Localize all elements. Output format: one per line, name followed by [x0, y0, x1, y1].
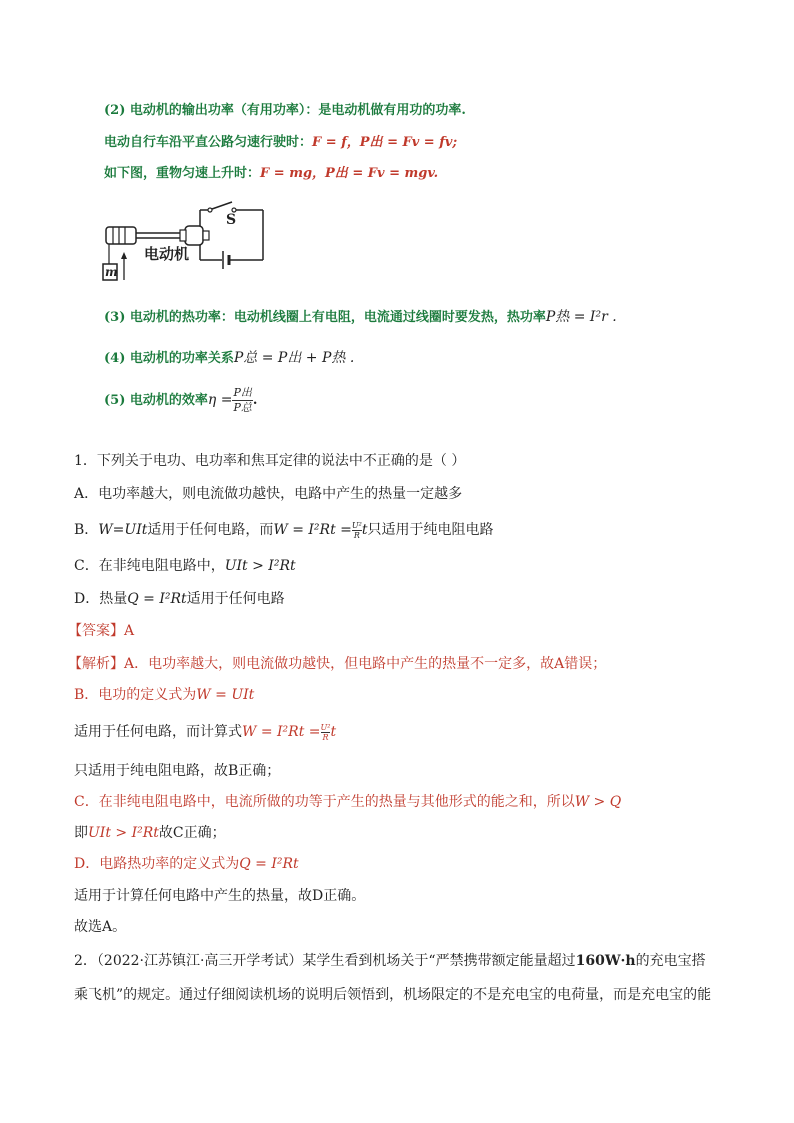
q1-an-c2-prefix: 即: [74, 825, 88, 841]
q1-an-b2-fraction: [321, 723, 331, 742]
q1-option-a: A．电功率越大，则电流做功越快，电路中产生的热量一定越多: [74, 486, 463, 502]
q1-d-prefix: D．热量: [74, 591, 128, 607]
bike-formula: F = f，P出 = Fv = fv;: [312, 135, 458, 150]
q1-analysis-b2: [74, 722, 336, 742]
q1-analysis-a-text: A．电功率越大，则电流做功越快，但电路中产生的热量不一定多，故A错误；: [124, 656, 607, 672]
q1-analysis-c2: [74, 823, 226, 843]
q1-c-prefix: C．在非纯电阻电路中，: [74, 558, 225, 574]
heat-power-formula: P热 = I²r .: [545, 309, 617, 325]
motor-circuit-diagram: [100, 194, 270, 286]
efficiency-numerator: P出: [233, 386, 252, 399]
q1-conclusion: 故选A。: [74, 919, 127, 935]
q1-analysis-b1: [74, 685, 254, 705]
q1-analysis-a: [68, 654, 606, 674]
q1-b-mid: 适用于任何电路，而: [147, 522, 274, 538]
q2-line-1: [74, 951, 706, 971]
q1-an-d1-prefix: D．电路热功率的定义式为: [74, 856, 240, 872]
q1-c-formula: UIt > I²Rt: [224, 558, 296, 574]
q1-b-fraction: [352, 521, 362, 540]
q1-an-b2-den: R: [322, 732, 329, 742]
q1-b-frac-den: R: [353, 530, 360, 540]
q1-analysis-tag: 【解析】: [68, 656, 124, 672]
bike-prefix: 电动自行车沿平直公路匀速行驶时：: [104, 135, 313, 150]
efficiency-denominator: P总: [233, 401, 252, 414]
q1-answer: 【答案】A: [68, 623, 135, 639]
switch-pivot: [208, 208, 212, 212]
switch-label: S: [226, 212, 237, 228]
q1-an-b2-num: U²: [320, 722, 331, 732]
q2-line1-post: 的充电宝搭: [635, 953, 706, 969]
section-3-line: [104, 307, 617, 328]
section-2-lift-line: [104, 164, 438, 184]
q1-analysis-c1: [74, 792, 621, 812]
lift-prefix: 如下图，重物匀速上升时：: [104, 166, 261, 181]
lift-formula: F = mg，P出 = Fv = mgv.: [260, 166, 439, 181]
section-4-line: [104, 348, 354, 369]
q1-an-b1-formula: W = UIt: [196, 687, 255, 703]
mass-label: m: [105, 265, 118, 279]
section-2-bike-line: [104, 133, 457, 153]
efficiency-lhs: η =: [207, 392, 233, 408]
q1-an-c1-formula: W > Q: [574, 794, 622, 810]
q1-b-formula-1: W=UIt: [98, 522, 148, 538]
section-4-text: (4) 电动机的功率关系: [104, 351, 234, 366]
q1-option-b: [74, 520, 493, 540]
q1-option-c: [74, 556, 296, 576]
motor-label: 电动机: [144, 245, 190, 263]
q1-b-formula-2: W = I²Rt =: [273, 522, 352, 538]
q1-b-frac-num: U²: [351, 520, 362, 530]
winch-drum-icon: [106, 227, 136, 244]
q1-an-c2-post: 故C正确；: [158, 825, 226, 841]
q1-d-post: 适用于任何电路: [186, 591, 285, 607]
q1-an-b2-t: t: [330, 724, 337, 740]
efficiency-fraction: [232, 386, 252, 415]
q2-line-2: 乘飞机”的规定。通过仔细阅读机场的说明后领悟到，机场限定的不是充电宝的电荷量，而是充电宝的能: [74, 987, 712, 1003]
power-relation-formula: P总 = P出 + P热 .: [233, 350, 355, 366]
q2-energy-value: 160W·h: [575, 953, 636, 969]
q1-an-b2-formula: W = I²Rt =: [242, 724, 321, 740]
q1-an-c2-formula: UIt > I²Rt: [88, 825, 159, 841]
q1-d-formula: Q = I²Rt: [127, 591, 187, 607]
q1-b-prefix: B．: [74, 522, 99, 538]
section-5-text: (5) 电动机的效率: [104, 393, 208, 408]
section-3-text: (3) 电动机的热功率：电动机线圈上有电阻，电流通过线圈时要发热，热功率: [104, 310, 546, 325]
q1-stem: 1．下列关于电功、电功率和焦耳定律的说法中不正确的是（ ）: [74, 453, 466, 469]
q1-b-post: 只适用于纯电阻电路: [367, 522, 494, 538]
efficiency-tail: .: [252, 393, 258, 408]
q1-analysis-b3: 只适用于纯电阻电路，故B正确；: [74, 763, 281, 779]
section-2-title: (2) 电动机的输出功率（有用功率）：是电动机做有用功的功率.: [104, 103, 466, 118]
q1-an-d1-formula: Q = I²Rt: [239, 856, 299, 872]
q1-an-b2-prefix: 适用于任何电路，而计算式: [74, 724, 242, 740]
q1-b-formula-t: t: [361, 522, 368, 538]
q2-line1-prefix: 2．（2022·江苏镇江·高三开学考试）某学生看到机场关于“严禁携带额定能量超过: [74, 953, 576, 969]
section-5-line: [104, 386, 257, 415]
q1-an-c1-text: C．在非纯电阻电路中，电流所做的功等于产生的热量与其他形式的能之和，所以: [74, 794, 575, 810]
q1-option-d: [74, 589, 285, 609]
q1-analysis-d2: 适用于计算任何电路中产生的热量，故D正确。: [74, 888, 366, 904]
q1-analysis-d1: [74, 854, 299, 874]
switch-lever: [212, 202, 232, 209]
q1-an-b1-prefix: B．电功的定义式为: [74, 687, 197, 703]
